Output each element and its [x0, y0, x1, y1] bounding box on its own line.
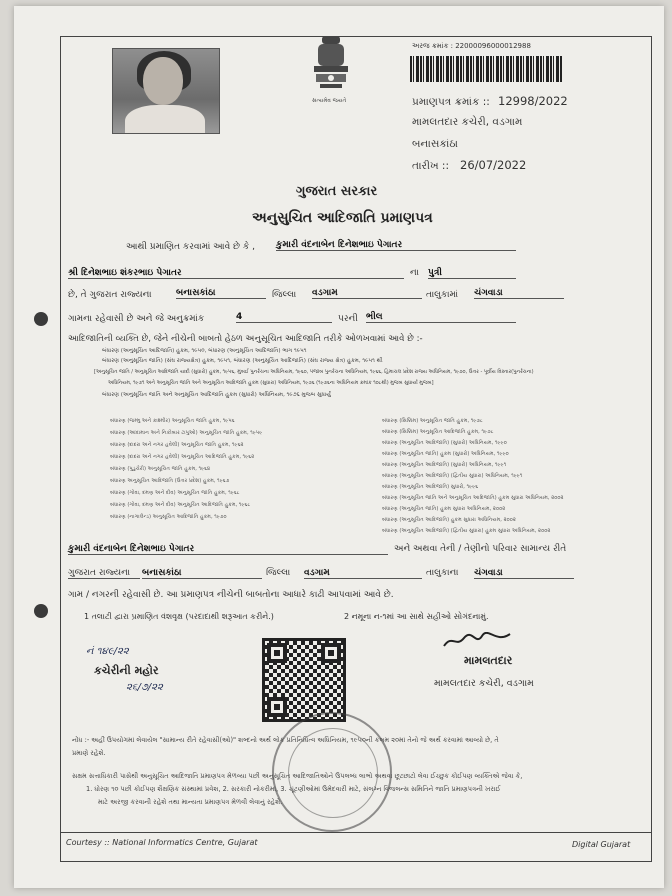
officer-signature-icon — [442, 632, 512, 650]
schedule-item: બંધારણ (અનુસૂચિત જાતિ) હુકમ સુધારા અધિનિયમ, ૨૦૦૨ — [382, 506, 506, 512]
officer-office: મામલતદાર કચેરી, વડગામ — [434, 678, 534, 689]
schedule-item: બંધારણ (ગોવા, દમણ અને દીવ) અનુસૂચિત જાતિ હુકમ, ૧૯૬૮ — [110, 490, 240, 496]
residence-text: ગામ / નગરની રહેવાસી છે. આ પ્રમાણપત્ર નીચેની બાબતોના આધારે કાઢી આપવામાં આવે છે. — [68, 590, 394, 600]
handwritten-date: ૨૬/૭/૨૨ — [126, 682, 163, 693]
tribe-name: ભીલ — [366, 312, 516, 323]
punch-hole-top — [34, 312, 48, 326]
schedule-item: બંધારણ (દાદરા અને નગર હવેલી) અનુસૂચિત આદિજાતિ હુકમ, ૧૯૬૨ — [110, 454, 255, 460]
date-label: તારીખ :: — [412, 160, 450, 172]
village-label: ગામના રહેવાસી છે અને જે અનુક્રમાંક — [68, 314, 205, 324]
schedule-item: બંધારણ (અનુસૂચિત જાતિ) હુકમ (સુધારો) અધિનિયમ, ૧૯૯૦ — [382, 451, 509, 457]
residence-district-value: બનાસકાંઠા — [142, 568, 262, 579]
order-line: બંધારણ (અનુસૂચિત આદિજાતિ) હુકમ, ૧૯૫૦, બંધારણ (અનુસૂચિત આદિજાતિ) ભાગ ૧૯૫૧ — [102, 348, 307, 354]
na-text: ના — [410, 268, 419, 278]
schedule-item: બંધારણ (અનુસૂચિત આદિજાતિ) સુધારો, ૧૯૯૬ — [382, 484, 479, 490]
brand-text: Digital Gujarat — [572, 840, 631, 849]
serial-number: 4 — [236, 312, 332, 323]
applicant-name: કુમારી વંદનાબેન દિનેશભાઇ પેગાતર — [276, 240, 516, 251]
residence-taluka-label: તાલુકાના — [426, 568, 459, 578]
schedule-item: બંધારણ અનુસૂચિત આદિજાતિ (ઉત્તર પ્રદેશ) હુકમ, ૧૯૬૭ — [110, 478, 230, 484]
residence-state: ગુજરાત રાજ્યના — [68, 568, 140, 579]
schedule-item: બંધારણ (અનુસૂચિત આદિજાતિ) (સુધારો) અધિનિયમ, ૧૯૯૦ — [382, 440, 507, 446]
office-line2: બનાસકાંઠા — [412, 138, 459, 150]
order-line: [અનુસૂચિત જાતિ / અનુસૂચિત આદિજાતિ યાદી (સુધારો) હુકમ, ૧૯૫૬, મુંબઈ પુનર્રચના અધિનિયમ, ૧૯૬૦, પંજાબ પુનર્રચના અધિનિયમ, ૧૯૬૬, હિમાચલ પ્રદેશ રાજ્ય અધિનિયમ, ૧૯૭૦, ઉત્તર - પૂર્વીય વિસ્તાર(પુનર્રચના) — [94, 369, 534, 375]
applicant-photo — [112, 48, 220, 134]
office-line1: મામલતદાર કચેરી, વડગામ — [412, 116, 523, 128]
note-line: પ્રમાણે રહેશે. — [72, 749, 106, 757]
relation: પુત્રી — [428, 268, 516, 279]
punch-hole-bottom — [34, 604, 48, 618]
barcode — [410, 56, 562, 82]
footer-divider — [60, 832, 652, 833]
family-text: અને અથવા તેની / તેણીનો પરિવાર સામાન્ય રીતે — [394, 544, 567, 554]
village-value: ચંગવાડા — [474, 288, 564, 299]
schedule-item: બંધારણ (નાગાલેન્ડ) અનુસૂચિત આદિજાતિ હુકમ, ૧૯૭૦ — [110, 514, 227, 520]
order-line: બંધારણ (અનુસૂચિત જાતિ અને અનુસૂચિત આદિજાતિ હુકમ (સુધારો) અધિનિયમ, ૧૯૭૬ મુજબ સુધાર્યું — [102, 392, 331, 398]
authority-line: 1. ધોરણ ૧૦ પછી કોઈપણ શૈક્ષણિક સંસ્થામાં પ્રવેશ, 2. સરકારી નોકરીમાં, 3. ચૂંટણીઓમાં ઉમેદવારી માટે, સંલગ્ન વિજલન્સ સમિતિને જાતિ પ્રમાણપત્રની ખરાઈ — [86, 785, 501, 793]
certify-text: આથી પ્રમાણિત કરવામાં આવે છે કે , — [126, 242, 255, 252]
government-title: ગુજરાત સરકાર — [296, 184, 378, 199]
issue-date: 26/07/2022 — [460, 158, 527, 172]
district-label: જિલ્લા — [272, 290, 297, 300]
residence-district-label: જિલ્લા — [266, 568, 291, 578]
taluka-value: વડગામ — [312, 288, 422, 299]
basis-item-2: 2 નમૂના ન-૧માં આ સાથે સહીઓ સોગંદનામું. — [344, 612, 489, 621]
schedule-item: બંધારણ (પુડુચેરી) અનુસૂચિત જાતિ હુકમ, ૧૯૬૪ — [110, 466, 211, 472]
certificate-number-label: પ્રમાણપત્ર ક્રમાંક :: — [412, 96, 490, 108]
certificate-sheet — [14, 6, 664, 888]
officer-title: મામલતદાર — [464, 654, 513, 667]
family-applicant-name: કુમારી વંદનાબેન દિનેશભાઇ પેગાતર — [68, 544, 388, 555]
father-name: શ્રી દિનેશભાઇ શંકરભાઇ પેગાતર — [68, 268, 404, 279]
order-line: બંધારણ (અનુસૂચિત જાતિ) (સંઘ રાજ્યક્ષેત્ર) હુકમ, ૧૯૫૧, બંધારણ (અનુસૂચિત આદિજાતિ) (સંઘ રાજ્ય ક્ષેત્ર) હુકમ, ૧૯૫૧ થી — [102, 358, 383, 364]
schedule-item: બંધારણ (અનુસૂચિત જાતિ અને અનુસૂચિત આદિજાતિ) હુકમ સુધારા અધિનિયમ, ૨૦૦૨ — [382, 495, 564, 501]
schedule-item: બંધારણ (અનુસૂચિત આદિજાતિ) (દ્વિતીય સુધારા) અધિનિયમ, ૧૯૯૧ — [382, 473, 523, 479]
emblem-motto: સત્યમેવ જયતે — [312, 98, 347, 104]
schedule-item: બંધારણ (અનુસૂચિત આદિજાતિ) (દ્વિતીય સુધારા) હુકમ સુધારા અધિનિયમ, ૨૦૦૨ — [382, 528, 551, 534]
schedule-item: બંધારણ (જમ્મુ અને કાશ્મીર) અનુસૂચિત જાતિ હુકમ, ૧૯૫૬ — [110, 418, 235, 424]
schedule-item: બંધારણ (દાદરા અને નગર હવેલી) અનુસૂચિત જાતિ હુકમ, ૧૯૬૨ — [110, 442, 244, 448]
schedule-item: બંધારણ (સિક્કિમ) અનુસૂચિત જાતિ હુકમ, ૧૯૭૮ — [382, 418, 483, 424]
courtesy-text: Courtesy :: National Informatics Centre, Gujarat — [66, 838, 258, 847]
qr-code — [262, 638, 346, 722]
authority-line: માટે અરજી કરવાની રહેશે તથા માન્યતા પ્રમાણપત્ર મેળવી લેવાનું રહેશે. — [98, 798, 283, 806]
certificate-title: અનુસુચિત આદિજાતિ પ્રમાણપત્ર — [252, 210, 433, 226]
district-value: બનાસકાંઠા — [176, 288, 266, 299]
certificate-number: 12998/2022 — [498, 94, 568, 108]
residence-village-value: ચંગવાડા — [474, 568, 574, 579]
handwritten-serial: નં ૧૪૯/૨૨ — [86, 646, 129, 657]
basis-item-1: 1 તલાટી દ્વારા પ્રમાણિત વંશવૃક્ષ (પરદાદાથી શરૂઆત કરીને.) — [84, 612, 274, 621]
schedule-item: બંધારણ (અનુસૂચિત આદિજાતિ) હુકમ સુધારા અધિનિયમ, ૨૦૦૨ — [382, 517, 516, 523]
office-seal-label: કચેરીની મહોર — [94, 664, 159, 677]
schedule-item: બંધારણ (ગોવા, દમણ અને દીવ) અનુસૂચિત આદિજાતિ હુકમ, ૧૯૬૮ — [110, 502, 251, 508]
state-emblem-icon — [304, 32, 358, 106]
taluka-label: તાલુકામાં — [426, 290, 459, 300]
residence-taluka-value: વડગામ — [304, 568, 422, 579]
schedule-item: બંધારણ (સિક્કિમ) અનુસૂચિત આદિજાતિ હુકમ, ૧૯૭૮ — [382, 429, 494, 435]
order-line: અધિનિયમ, ૧૯૭૧ અને અનુસૂચિત જાતિ અને અનુસૂચિત આદિજાતિ હુકમ (સુધારા) અધિનિયમ, ૧૯૭૬ (૧૯૭૬ના અધિનિયમ ક્રમાંક ૧૦૮થી) મુજબ સુધાર્યા મુજબ] — [108, 380, 434, 386]
state-prefix: છે, તે ગુજરાત રાજ્યના — [68, 290, 152, 300]
note-line: નોંધ :- અહીં ઉપયોગમાં લેવાયેલ "સામાન્ય રીતે રહેવાસી(ઓ)" શબ્દનો અર્થ લોક પ્રતિનિધિત્વ અધિનિયમ, ૧૯૫૦ની કલમ ૨૦માં તેનો જે અર્થ કરવામાં આવ્યો છે, તે — [72, 736, 499, 744]
schedule-item: બંધારણ (આંદામાન અને નિકોબાર ટાપુઓ) અનુસૂચિત જાતિ હુકમ, ૧૯૫૯ — [110, 430, 263, 436]
tribe-label: પરની — [338, 314, 358, 324]
barcode-number: અરજ ક્રમાંક : 22000096000012988 — [412, 42, 531, 50]
schedule-item: બંધારણ (અનુસૂચિત આદિજાતિ) (સુધારો) અધિનિયમ, ૧૯૯૧ — [382, 462, 507, 468]
authority-line: સક્ષમ સત્તાધિકારી પાસેથી અનુસૂચિત આદિજાતિ પ્રમાણપત્ર મેળવ્યા પછી અનુસૂચિત આદિજાતિઓને ઉપલબ્ધ લાભો અથવા છૂટછાટો લેવા ઈચ્છુક કોઈપણ વ્યક્તિએ જેવા કે, — [72, 772, 523, 780]
recognition-text: આદિજાતિની વ્યક્તિ છે, જેને નીચેની બાબતો હેઠળ અનુસૂચિત આદિજાતિ તરીકે ઓળખવામાં આવે છે :- — [68, 334, 423, 344]
